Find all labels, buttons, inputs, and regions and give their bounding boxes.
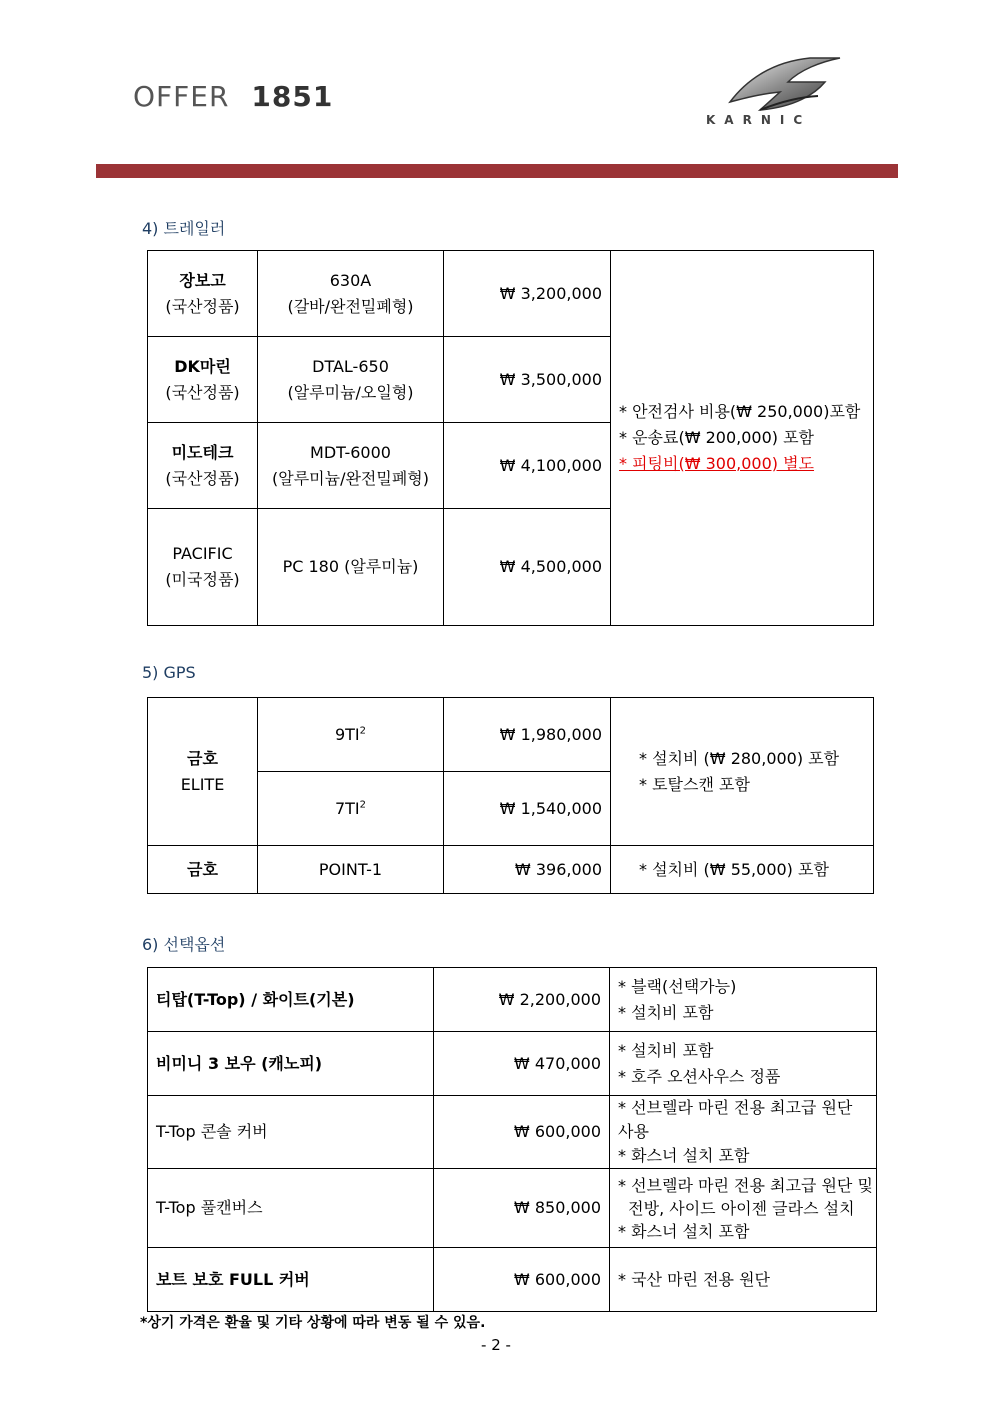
trailer-brand-cell: PACIFIC (미국정품) bbox=[148, 509, 258, 626]
table-row bbox=[148, 1169, 877, 1248]
table-row bbox=[148, 698, 874, 772]
gps-price-cell: ₩ 396,000 bbox=[444, 846, 611, 894]
option-name-cell: T-Top 콘솔 커버 bbox=[148, 1096, 434, 1169]
option-name-cell: 티탑(T-Top) / 화이트(기본) bbox=[148, 968, 434, 1032]
trailer-brand-cell: 미도테크 (국산정품) bbox=[148, 423, 258, 509]
trailer-price-cell: ₩ 4,100,000 bbox=[444, 423, 611, 509]
gps-model-cell: $9TI^2$ bbox=[258, 698, 444, 772]
trailer-model-cell: 630A (갈바/완전밀폐형) bbox=[258, 251, 444, 337]
gps-elite-brand-cell: 금호 ELITE bbox=[148, 698, 258, 846]
table-row bbox=[148, 1032, 877, 1096]
fitting-fee-note: * 피팅비(₩ 300,000) 별도 bbox=[619, 454, 815, 473]
trailer-notes-cell bbox=[611, 251, 874, 626]
gps-point-brand-cell: 금호 bbox=[148, 846, 258, 894]
option-notes-cell: * 선브렐라 마린 전용 최고급 원단 사용 * 화스너 설치 포함 bbox=[610, 1096, 877, 1169]
gps-model-cell: POINT-1 bbox=[258, 846, 444, 894]
section-title-trailer: 4) 트레일러 bbox=[142, 219, 226, 238]
gps-table bbox=[147, 697, 874, 894]
option-price-cell: ₩ 600,000 bbox=[434, 1096, 610, 1169]
gps-price-cell: ₩ 1,980,000 bbox=[444, 698, 611, 772]
offer-label: OFFER bbox=[133, 80, 230, 113]
table-row bbox=[148, 1096, 877, 1169]
trailer-brand-cell: 장보고 (국산정품) bbox=[148, 251, 258, 337]
trailer-model-cell: PC 180 (알루미늄) bbox=[258, 509, 444, 626]
gps-elite-notes-cell: * 설치비 (₩ 280,000) 포함 * 토탈스캔 포함 bbox=[611, 698, 874, 846]
trailer-price-cell: ₩ 3,500,000 bbox=[444, 337, 611, 423]
trailer-price-cell: ₩ 4,500,000 bbox=[444, 509, 611, 626]
option-name-cell: 보트 보호 FULL 커버 bbox=[148, 1248, 434, 1312]
option-notes-cell: * 국산 마린 전용 원단 bbox=[610, 1248, 877, 1312]
option-notes-cell: * 선브렐라 마린 전용 최고급 원단 및 전방, 사이드 아이젠 글라스 설치 * 화스너 설치 포함 bbox=[610, 1169, 877, 1248]
option-price-cell: ₩ 850,000 bbox=[434, 1169, 610, 1248]
option-name-cell: 비미니 3 보우 (캐노피) bbox=[148, 1032, 434, 1096]
price-disclaimer: *상기 가격은 환율 및 기타 상황에 따라 변동 될 수 있음. bbox=[140, 1315, 486, 1331]
gps-price-cell: ₩ 1,540,000 bbox=[444, 772, 611, 846]
gps-model-cell: $7TI^2$ bbox=[258, 772, 444, 846]
table-row bbox=[148, 968, 877, 1032]
document-title bbox=[133, 80, 333, 113]
trailer-model-cell: MDT-6000 (알루미늄/완전밀폐형) bbox=[258, 423, 444, 509]
header-divider bbox=[96, 164, 898, 178]
section-title-gps: 5) GPS bbox=[142, 663, 196, 682]
trailer-table bbox=[147, 250, 874, 626]
options-table bbox=[147, 967, 877, 1312]
option-notes-cell: * 설치비 포함 * 호주 오션사우스 정품 bbox=[610, 1032, 877, 1096]
option-price-cell: ₩ 2,200,000 bbox=[434, 968, 610, 1032]
trailer-price-cell: ₩ 3,200,000 bbox=[444, 251, 611, 337]
table-row bbox=[148, 1248, 877, 1312]
option-price-cell: ₩ 470,000 bbox=[434, 1032, 610, 1096]
logo-text: KARNIC bbox=[706, 113, 812, 127]
option-price-cell: ₩ 600,000 bbox=[434, 1248, 610, 1312]
gps-point-note-cell: * 설치비 (₩ 55,000) 포함 bbox=[611, 846, 874, 894]
page-number: - 2 - bbox=[481, 1336, 511, 1354]
option-notes-cell: * 블랙(선택가능) * 설치비 포함 bbox=[610, 968, 877, 1032]
table-row bbox=[148, 846, 874, 894]
section-title-options: 6) 선택옵션 bbox=[142, 935, 226, 954]
table-row bbox=[148, 251, 874, 337]
note-line: * 안전검사 비용(₩ 250,000)포함 bbox=[619, 402, 861, 421]
trailer-model-cell: DTAL-650 (알루미늄/오일형) bbox=[258, 337, 444, 423]
trailer-brand-cell: DK마린 (국산정품) bbox=[148, 337, 258, 423]
offer-number: 1851 bbox=[251, 80, 334, 113]
note-line: * 운송료(₩ 200,000) 포함 bbox=[619, 428, 815, 447]
option-name-cell: T-Top 풀캔버스 bbox=[148, 1169, 434, 1248]
